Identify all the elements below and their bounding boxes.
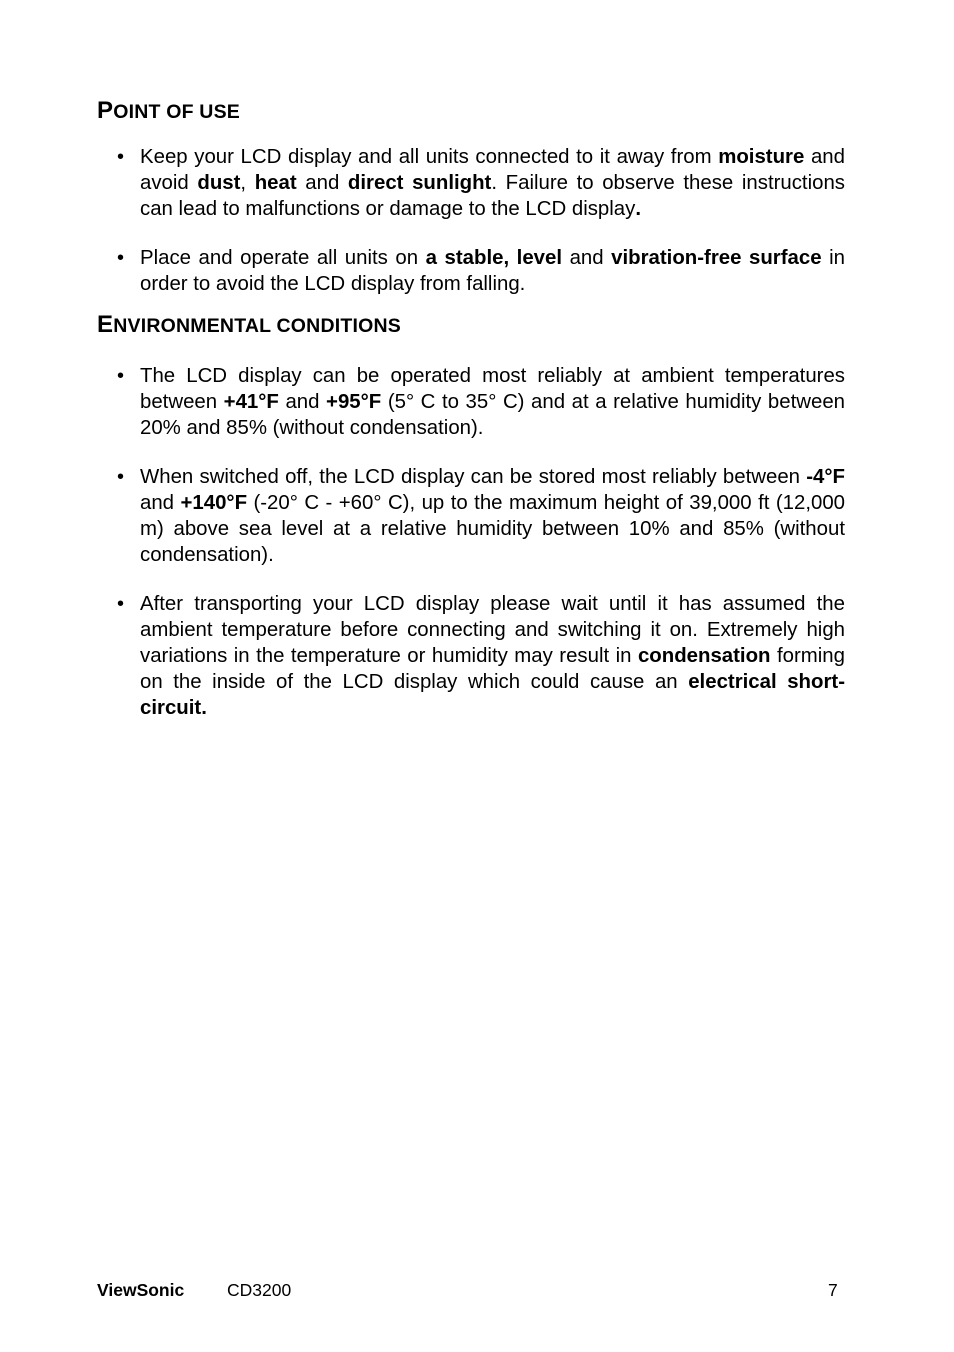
text-run: (5° C to 35° C) and at a relative humidity between 20% and 85% (without condensation).	[140, 391, 845, 439]
heading-rest: OINT OF USE	[113, 101, 241, 123]
bold-text-run: heat	[254, 172, 297, 194]
list-item	[97, 363, 845, 441]
text-run: and avoid	[140, 146, 845, 194]
list-item	[97, 144, 845, 222]
text-run: The LCD display can be operated most reliably at ambient temperatures between	[140, 365, 845, 413]
bold-text-run: electrical short-circuit.	[140, 671, 845, 719]
list-item	[97, 464, 845, 568]
text-run: in order to avoid the LCD display from falling.	[140, 247, 845, 295]
list-item	[97, 245, 845, 297]
bullet-icon: •	[117, 146, 125, 168]
bold-text-run: +140°F	[180, 492, 248, 514]
environmental-conditions-list	[97, 363, 857, 721]
text-run: Place and operate all units on	[140, 247, 426, 269]
heading-initial: E	[97, 311, 114, 338]
bold-text-run: .	[635, 198, 641, 220]
text-run: (-20° C - +60° C), up to the maximum height of 39,000 ft (12,000 m) above sea level at a relative humidity between 10% and 85% (without condensation).	[140, 492, 846, 566]
list-spacer	[97, 441, 845, 464]
bold-text-run: direct sunlight	[347, 172, 492, 194]
footer-model: CD3200	[227, 1280, 292, 1300]
bold-text-run: dust	[197, 172, 241, 194]
text-run: Keep your LCD display and all units connected to it away from	[140, 146, 719, 168]
text-run: and	[296, 172, 348, 194]
list-spacer	[97, 568, 845, 591]
bold-text-run: a stable, level	[425, 247, 563, 269]
heading-rest: NVIRONMENTAL CONDITIONS	[113, 315, 401, 337]
bold-text-run: +41°F	[223, 391, 279, 413]
list-spacer	[97, 222, 845, 245]
footer-brand: ViewSonic	[97, 1280, 185, 1300]
bold-text-run: vibration-free surface	[611, 247, 822, 269]
point-of-use-list	[97, 144, 857, 297]
bold-text-run: moisture	[718, 146, 805, 168]
bullet-icon: •	[117, 593, 125, 615]
text-run: When switched off, the LCD display can be stored most reliably between	[140, 466, 807, 488]
text-run: After transporting your LCD display please wait until it has assumed the ambient temperature before connecting and switching it on. Extremely high variations in the temperature or humidity may result in	[140, 593, 845, 667]
text-run: . Failure to observe these instructions can lead to malfunctions or damage to the LCD display	[140, 172, 845, 220]
bold-text-run: condensation	[637, 645, 771, 667]
text-run: and	[278, 391, 327, 413]
text-run: and	[562, 247, 612, 269]
footer-page-number: 7	[828, 1280, 838, 1300]
section-heading-point-of-use	[97, 98, 240, 125]
text-run: and	[140, 492, 181, 514]
bold-text-run: -4°F	[806, 466, 845, 488]
text-run: ,	[240, 172, 255, 194]
list-item	[97, 591, 845, 721]
bullet-icon: •	[117, 466, 125, 488]
bullet-icon: •	[117, 365, 125, 387]
bold-text-run: +95°F	[326, 391, 382, 413]
heading-initial: P	[97, 97, 114, 124]
text-run: forming on the inside of the LCD display which could cause an	[140, 645, 845, 693]
section-heading-environmental-conditions	[97, 312, 401, 339]
bullet-icon: •	[117, 247, 125, 269]
